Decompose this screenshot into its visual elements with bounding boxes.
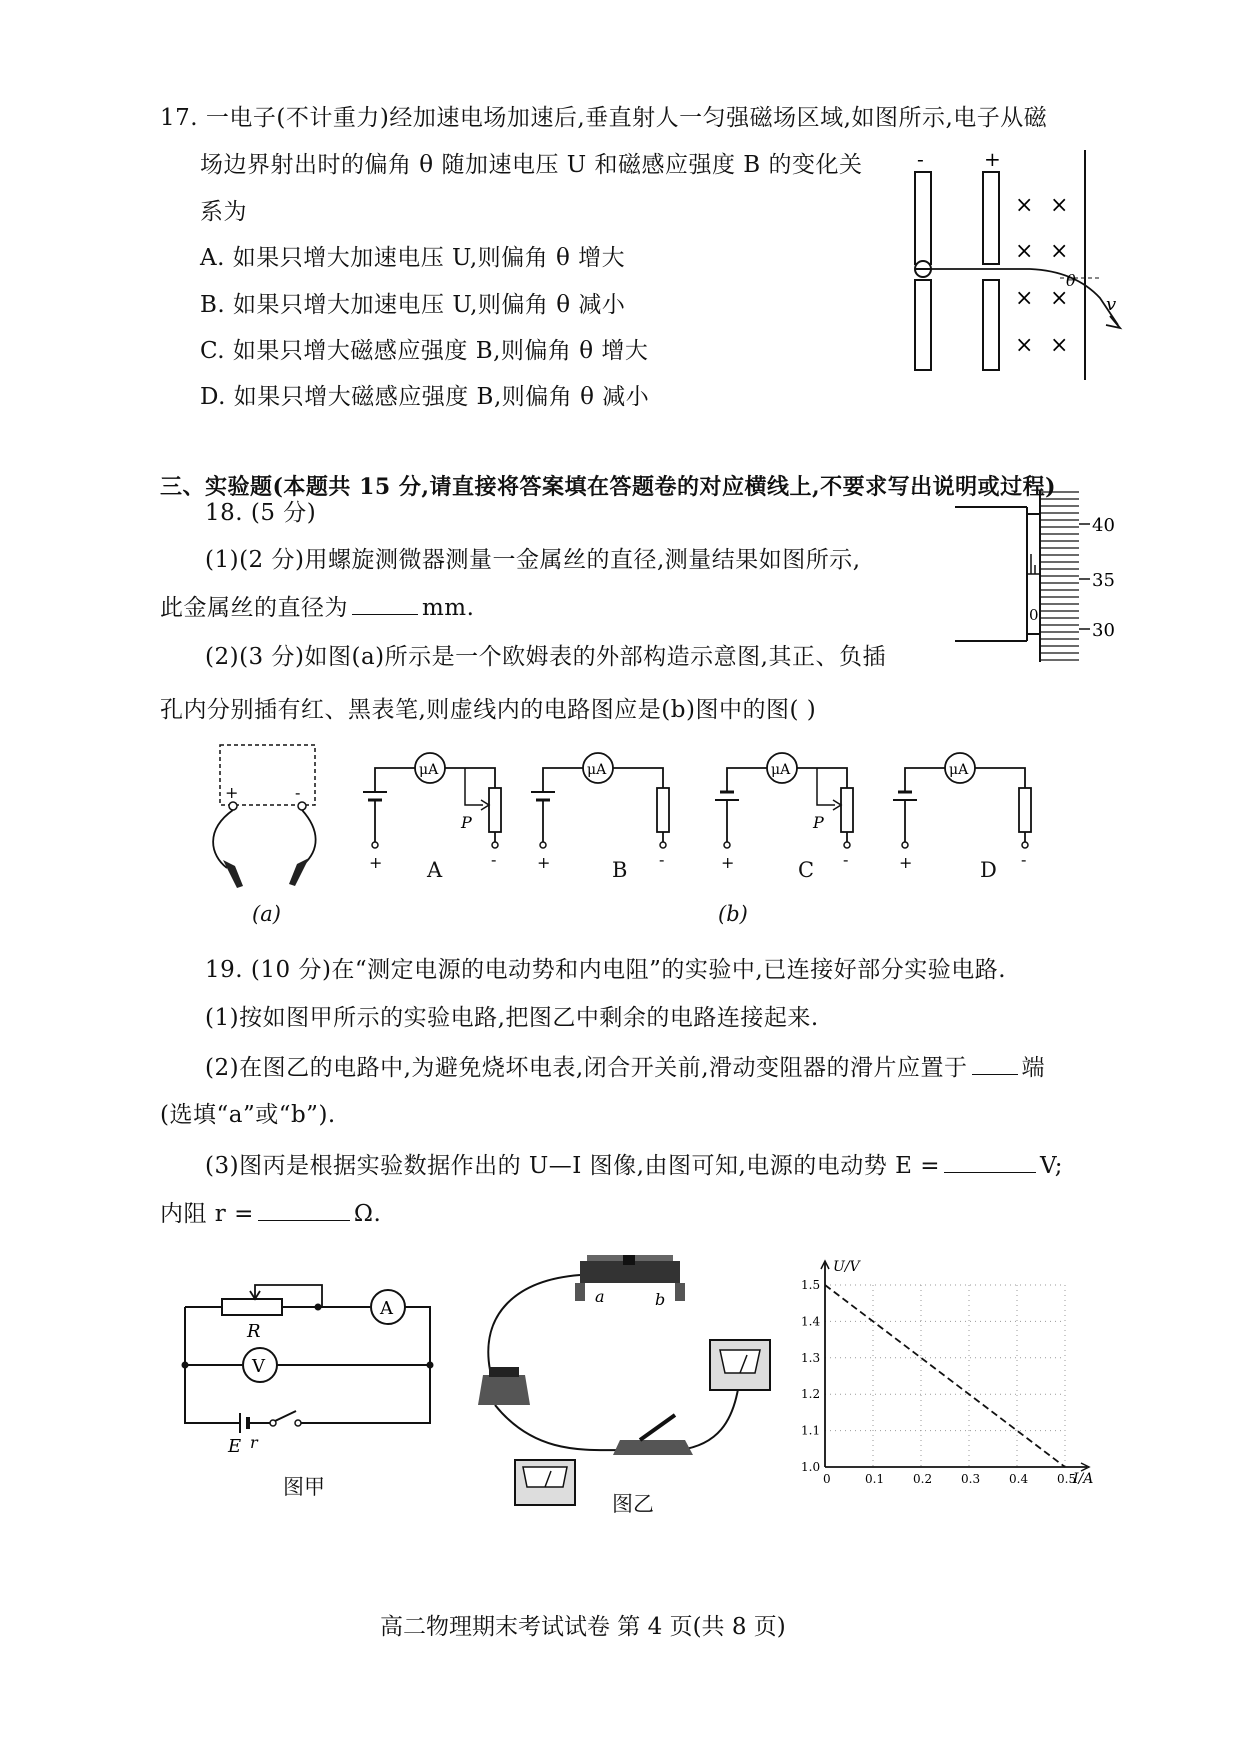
q18-part1-line1: (1)(2 分)用螺旋测微器测量一金属丝的直径,测量结果如图所示, <box>205 547 861 573</box>
plus-sign: + <box>984 150 1001 171</box>
q19-part1: (1)按如图甲所示的实验电路,把图乙中剩余的电路连接起来. <box>205 1005 819 1031</box>
resistor-icon <box>1019 788 1031 832</box>
right-plate-bottom <box>983 280 999 370</box>
microammeter-label: μA <box>771 762 791 778</box>
terminal-a-label: a <box>595 1287 605 1306</box>
circuit-c[interactable] <box>715 753 853 870</box>
q18-part1-prefix: 此金属丝的直径为 <box>160 595 348 621</box>
q17-option-b[interactable]: B. 如果只增大加速电压 U,则偏角 θ 减小 <box>200 292 626 318</box>
chart-ticks <box>801 1278 1076 1486</box>
negative-jack-icon <box>298 802 306 810</box>
x-tick-label: 0.4 <box>1009 1472 1029 1486</box>
choice-a-label[interactable]: A <box>427 858 443 882</box>
internal-r-label: r <box>250 1433 258 1452</box>
y-axis-label: U/V <box>833 1259 860 1275</box>
theta-label: θ <box>1066 271 1076 290</box>
q18-part2-line1: (2)(3 分)如图(a)所示是一个欧姆表的外部构造示意图,其正、负插 <box>205 644 886 670</box>
ohmmeter-exterior-figure <box>195 740 340 890</box>
q19-part3-line1 <box>205 1150 1063 1181</box>
x-tick-label: 0 <box>823 1472 831 1486</box>
microammeter-label: μA <box>587 762 607 778</box>
rheostat-icon <box>841 788 853 832</box>
q17-option-a[interactable]: A. 如果只增大加速电压 U,则偏角 θ 增大 <box>200 245 626 271</box>
microammeter-label: μA <box>419 762 439 778</box>
positive-jack-icon <box>229 802 237 810</box>
q17-stem-line3: 系为 <box>200 199 247 225</box>
y-tick-label: 1.2 <box>801 1387 821 1402</box>
fig-b-caption: (b) <box>718 902 748 926</box>
field-cross: × <box>1015 193 1034 218</box>
ammeter-label: A <box>380 1298 393 1319</box>
thimble-tick-40: 40 <box>1092 515 1115 536</box>
terminal-plus-label: + <box>537 853 551 870</box>
black-probe-icon <box>289 858 309 886</box>
voltmeter-label: V <box>252 1356 265 1377</box>
q17-stem-line1: 17. 一电子(不计重力)经加速电场加速后,垂直射人一匀强磁场区域,如图所示,电子从磁 <box>160 105 1048 131</box>
q17-figure <box>900 150 1130 380</box>
q19-part2-line1 <box>205 1052 1045 1083</box>
terminal-plus-label: + <box>721 853 735 870</box>
ui-graph <box>795 1255 1105 1495</box>
circuit-d[interactable] <box>893 753 1031 870</box>
fig-jia-caption: 图甲 <box>283 1475 325 1499</box>
q19-part3b-prefix: 内阻 r = <box>160 1201 254 1227</box>
section-3-title: 三、实验题(本题共 15 分,请直接将答案填在答题卷的对应横线上,不要求写出说明或过程) <box>160 474 1057 500</box>
page-footer: 高二物理期末考试试卷 第 4 页(共 8 页) <box>380 1614 786 1640</box>
terminal-minus-label: - <box>1021 850 1027 869</box>
microammeter-label: μA <box>949 762 969 778</box>
terminal-plus-label: + <box>899 853 913 870</box>
q19-part2-line2: (选填“a”或“b”). <box>160 1102 336 1128</box>
field-cross: × <box>1050 286 1069 311</box>
q19-head: 19. (10 分)在“测定电源的电动势和内电阻”的实验中,已连接好部分实验电路. <box>205 957 1007 983</box>
jack-minus-label: - <box>295 783 301 802</box>
q19-part3-suffix: V; <box>1039 1153 1064 1179</box>
field-cross: × <box>1050 333 1069 358</box>
terminal-plus-label: + <box>369 853 383 870</box>
slider-label: P <box>813 813 824 832</box>
y-tick-label: 1.1 <box>801 1423 821 1438</box>
q18-head: 18. (5 分) <box>205 500 317 526</box>
choice-c-label[interactable]: C <box>798 858 815 882</box>
x-tick-label: 0.3 <box>961 1472 981 1486</box>
slider-label: P <box>461 813 472 832</box>
battery-box-icon <box>478 1375 530 1405</box>
q17-option-d[interactable]: D. 如果只增大磁感应强度 B,则偏角 θ 减小 <box>200 384 650 410</box>
terminal-minus-label: - <box>843 850 849 869</box>
field-cross: × <box>1050 239 1069 264</box>
q19-part3-prefix: (3)图丙是根据实验数据作出的 U—I 图像,由图可知,电源的电动势 E = <box>205 1153 940 1179</box>
diameter-answer-blank[interactable] <box>352 592 418 615</box>
fig-a-caption: (a) <box>252 902 281 926</box>
circuit-a[interactable] <box>363 753 501 870</box>
minus-sign: - <box>917 150 924 171</box>
choice-d-label[interactable]: D <box>980 858 997 882</box>
field-cross: × <box>1050 193 1069 218</box>
field-cross: × <box>1015 333 1034 358</box>
y-tick-label: 1.4 <box>801 1314 821 1329</box>
q19-part2-prefix: (2)在图乙的电路中,为避免烧坏电表,闭合开关前,滑动变阻器的滑片应置于 <box>205 1055 968 1081</box>
terminal-b-label: b <box>655 1290 666 1309</box>
left-plate-top <box>915 172 931 264</box>
q19-part3-line2 <box>160 1198 381 1229</box>
right-plate-top <box>983 172 999 264</box>
micrometer-figure <box>955 490 1135 670</box>
rheostat-icon <box>222 1299 282 1315</box>
field-cross: × <box>1015 286 1034 311</box>
fig-yi-caption: 图乙 <box>612 1492 654 1516</box>
fig-jia-circuit <box>170 1275 460 1460</box>
q19-part3b-suffix: Ω. <box>353 1201 382 1227</box>
chart-series <box>825 1285 1065 1467</box>
q17-stem-line2: 场边界射出时的偏角 θ 随加速电压 U 和磁感应强度 B 的变化关 <box>200 152 863 178</box>
terminal-minus-label: - <box>659 850 665 869</box>
wire <box>495 1405 625 1450</box>
circuit-options-figure <box>355 750 1075 870</box>
x-axis-label: I/A <box>1073 1471 1094 1487</box>
ui-line <box>825 1285 1065 1467</box>
q19-part2-suffix: 端 <box>1021 1055 1046 1081</box>
chart-axes <box>821 1261 1089 1471</box>
circuit-b[interactable] <box>531 753 669 870</box>
q18-part1-line2 <box>160 592 474 623</box>
x-tick-label: 0.2 <box>913 1472 933 1486</box>
x-tick-label: 0.1 <box>865 1472 885 1486</box>
fig-yi-apparatus <box>475 1255 785 1510</box>
jack-plus-label: + <box>225 783 239 802</box>
slider-end-answer-blank[interactable] <box>972 1052 1018 1075</box>
velocity-label: v <box>1106 294 1117 315</box>
thimble-scale <box>1040 492 1090 660</box>
y-tick-label: 1.5 <box>801 1278 821 1292</box>
terminal-minus-label: - <box>491 850 497 869</box>
q18-part1-suffix: mm. <box>422 595 475 621</box>
emf-answer-blank[interactable] <box>944 1150 1036 1173</box>
black-probe-lead <box>302 810 316 865</box>
red-probe-lead <box>213 810 233 868</box>
emf-label: E <box>228 1436 242 1457</box>
wire <box>488 1275 580 1370</box>
rheostat-label: R <box>247 1321 261 1342</box>
x-tick-label: 0.5 <box>1057 1472 1077 1486</box>
red-probe-icon <box>223 860 243 888</box>
q18-part2-line2: 孔内分别插有红、黑表笔,则虚线内的电路图应是(b)图中的图( ) <box>160 697 817 723</box>
rheostat-icon <box>489 788 501 832</box>
q17-option-c[interactable]: C. 如果只增大磁感应强度 B,则偏角 θ 增大 <box>200 338 649 364</box>
y-tick-label: 1.3 <box>801 1350 821 1365</box>
sleeve-zero-label: 0 <box>1029 606 1039 624</box>
choice-b-label[interactable]: B <box>612 858 628 882</box>
resistor-icon <box>657 788 669 832</box>
thimble-tick-35: 35 <box>1092 570 1115 591</box>
internal-resistance-answer-blank[interactable] <box>258 1198 350 1221</box>
field-cross: × <box>1015 239 1034 264</box>
thimble-tick-30: 30 <box>1092 620 1115 641</box>
y-tick-label: 1.0 <box>801 1460 821 1474</box>
left-plate-bottom <box>915 280 931 370</box>
switch-icon <box>613 1440 693 1455</box>
